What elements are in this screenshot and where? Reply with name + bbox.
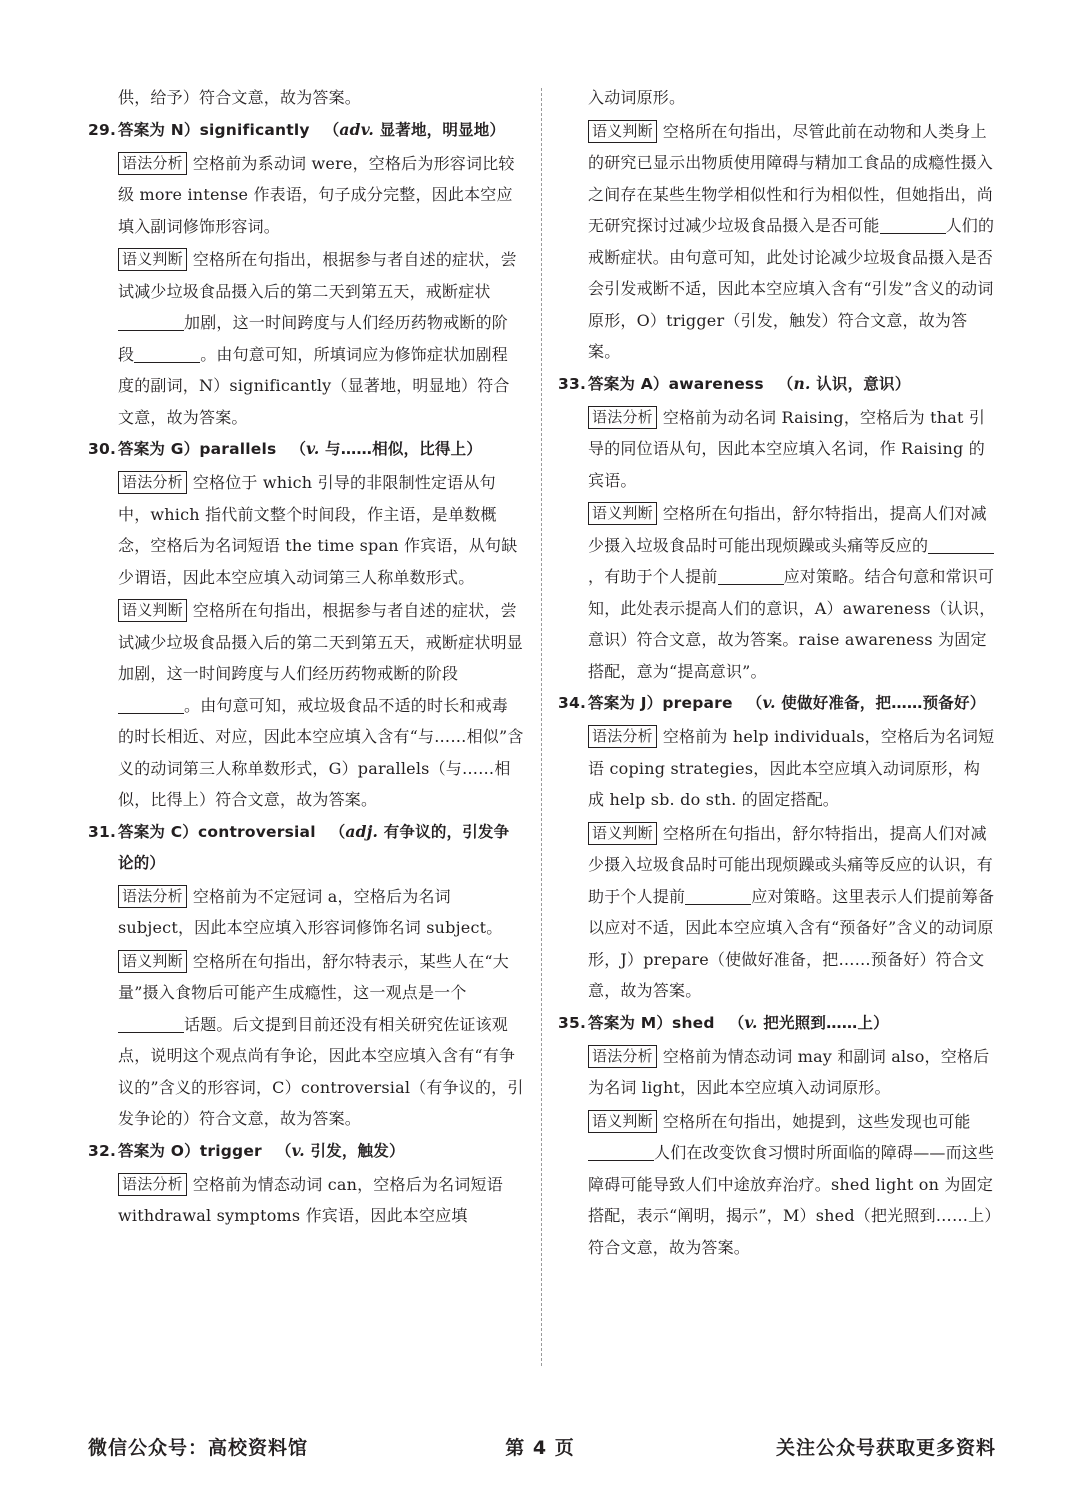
answer-34 bbox=[558, 687, 996, 1007]
footer-follow-note: 关注公众号获取更多资料 bbox=[775, 1437, 996, 1459]
answer-blank bbox=[118, 314, 184, 331]
answer-30-heading: 30. 答案为 G）parallels （v. 与……相似，比得上） bbox=[88, 439, 483, 458]
grammar-tag: 语法分析 bbox=[118, 1173, 187, 1196]
answer-31-heading: 31. 答案为 C）controversial （adj. 有争议的，引发争论的） bbox=[88, 821, 510, 872]
answer-34-heading: 34. 答案为 J）prepare （v. 使做好准备，把……预备好） bbox=[558, 693, 986, 712]
continued-text: 供，给予）符合文意，故为答案。 bbox=[118, 88, 362, 107]
grammar-tag: 语法分析 bbox=[588, 406, 657, 429]
right-column bbox=[558, 82, 996, 1263]
grammar-tag: 语法分析 bbox=[118, 152, 187, 175]
meaning-tag: 语义判断 bbox=[588, 120, 657, 143]
answer-33-heading: 33. 答案为 A）awareness （n. 认识，意识） bbox=[558, 373, 911, 393]
grammar-tag: 语法分析 bbox=[118, 471, 187, 494]
meaning-tag: 语义判断 bbox=[588, 1110, 657, 1133]
meaning-analysis: 语义判断 空格所在句指出，尽管此前在动物和人类身上的研究已显示出物质使用障碍与精加工食品的成瘾性摄入之间存在某些生物学相似性和行为相似性，但她指出，尚无研究探讨过减少垃圾食品摄入是否可能 人们的戒断症状。由句意可知，此处讨论减少垃圾食品摄入是否会引发戒断不适，因此本空应填入含有“引发”含义的动词原形，O）trigger（引发，触发）符合文意，故为答案。 bbox=[588, 121, 995, 361]
meaning-tag: 语义判断 bbox=[118, 599, 187, 622]
answer-blank bbox=[134, 346, 200, 363]
answer-blank bbox=[118, 697, 184, 714]
continued-text: 入动词原形。 bbox=[588, 88, 686, 107]
meaning-analysis: 语义判断 空格所在句指出，根据参与者自述的症状，尝试减少垃圾食品摄入后的第二天到第五天，戒断症状明显加剧，这一时间跨度与人们经历药物戒断的阶段。由句意可知，戒垃圾食品不适的时长和戒毒的时长相近、对应，因此本空应填入含有“与……相似”含义的动词第三人称单数形式，G）parallels（与……相似，比得上）符合文意，故为答案。 bbox=[118, 601, 524, 809]
meaning-analysis: 语义判断 空格所在句指出，根据参与者自述的症状，尝试减少垃圾食品摄入后的第二天到第五天，戒断症状加剧，这一时间跨度与人们经历药物戒断的阶段 。由句意可知，所填词应为修饰症状加剧程度的副词，N）significantly（显著地，明显地）符合文意，故为答案。 bbox=[118, 250, 517, 427]
grammar-tag: 语法分析 bbox=[588, 725, 657, 748]
answer-30 bbox=[88, 433, 524, 816]
meaning-analysis: 语义判断 空格所在句指出，舒尔特表示，某些人在“大量”摄入食物后可能产生成瘾性，这一观点是一个话题。后文提到目前还没有相关研究佐证该观点，说明这个观点尚有争论，因此本空应填入含有“有争议的”含义的形容词，C）controversial（有争议的，引发争论的）符合文意，故为答案。 bbox=[118, 951, 524, 1128]
answer-35-heading: 35. 答案为 M）shed （v. 把光照到……上） bbox=[558, 1012, 889, 1032]
answer-32 bbox=[88, 1135, 524, 1232]
answer-blank bbox=[588, 1144, 654, 1161]
meaning-tag: 语义判断 bbox=[588, 502, 657, 525]
grammar-analysis: 语法分析 空格前为系动词 were，空格后为形容词比较级 more intense 作表语，句子成分完整，因此本空应填入副词修饰形容词。 bbox=[118, 153, 515, 236]
answer-35 bbox=[558, 1007, 996, 1264]
meaning-analysis: 语义判断 空格所在句指出，舒尔特指出，提高人们对减少摄入垃圾食品时可能出现烦躁或头痛等反应的，有助于个人提前 应对策略。结合句意和常识可知，此处表示提高人们的意识，A）awareness（认识，意识）符合文意，故为答案。raise awareness 为固定搭配，意为“提高意识”。 bbox=[588, 504, 996, 681]
answer-32-heading: 32. 答案为 O）trigger （v. 引发，触发） bbox=[88, 1140, 405, 1160]
meaning-analysis: 语义判断 空格所在句指出，她提到，这些发现也可能人们在改变饮食习惯时所面临的障碍——而这些障碍可能导致人们中途放弃治疗。shed light on 为固定搭配，表示“阐明，揭示”，M）shed（把光照到……上）符合文意，故为答案。 bbox=[588, 1111, 995, 1257]
grammar-analysis: 语法分析 空格前为 help individuals，空格后为名词短语 coping strategies，因此本空应填入动词原形，构成 help sb. do sth. 的固定搭配。 bbox=[588, 727, 995, 809]
grammar-analysis: 语法分析 空格前为情态动词 can，空格后为名词短语 withdrawal symptoms 作宾语，因此本空应填 bbox=[118, 1174, 503, 1225]
column-divider bbox=[541, 88, 542, 1366]
grammar-analysis: 语法分析 空格前为不定冠词 a，空格后为名词 subject，因此本空应填入形容词修饰名词 subject。 bbox=[118, 886, 503, 937]
answer-blank bbox=[685, 888, 751, 905]
answer-blank bbox=[880, 217, 946, 234]
answer-blank bbox=[118, 1016, 184, 1033]
meaning-analysis: 语义判断 空格所在句指出，舒尔特指出，提高人们对减少摄入垃圾食品时可能出现烦躁或头痛等反应的认识，有助于个人提前 应对策略。这里表示人们提前筹备以应对不适，因此本空应填入含有“预备好”含义的动词原形，J）prepare（使做好准备，把……预备好）符合文意，故为答案。 bbox=[588, 823, 995, 1000]
answer-31 bbox=[88, 816, 524, 1135]
footer-wechat-account: 微信公众号：高校资料馆 bbox=[88, 1437, 309, 1459]
meaning-tag: 语义判断 bbox=[118, 950, 187, 973]
grammar-tag: 语法分析 bbox=[588, 1045, 657, 1068]
meaning-tag: 语义判断 bbox=[118, 248, 187, 271]
answer-blank bbox=[928, 537, 994, 554]
answer-29-heading: 29. 答案为 N）significantly （adv. 显著地，明显地） bbox=[88, 119, 506, 139]
answer-29 bbox=[88, 114, 524, 434]
meaning-tag: 语义判断 bbox=[588, 822, 657, 845]
grammar-analysis: 语法分析 空格前为动名词 Raising，空格后为 that 引导的同位语从句，因此本空应填入名词，作 Raising 的宾语。 bbox=[588, 407, 986, 490]
answer-33 bbox=[558, 368, 996, 688]
grammar-tag: 语法分析 bbox=[118, 885, 187, 908]
left-column bbox=[88, 82, 524, 1232]
grammar-analysis: 语法分析 空格前为情态动词 may 和副词 also，空格后为名词 light，因此本空应填入动词原形。 bbox=[588, 1046, 990, 1097]
grammar-analysis: 语法分析 空格位于 which 引导的非限制性定语从句中，which 指代前文整个时间段，作主语，是单数概念，空格后为名词短语 the time span 作宾语，从句缺少谓语，因此本空应填入动词第三人称单数形式。 bbox=[118, 473, 518, 587]
page-number: 第 4 页 bbox=[505, 1437, 575, 1459]
answer-blank bbox=[718, 568, 784, 585]
